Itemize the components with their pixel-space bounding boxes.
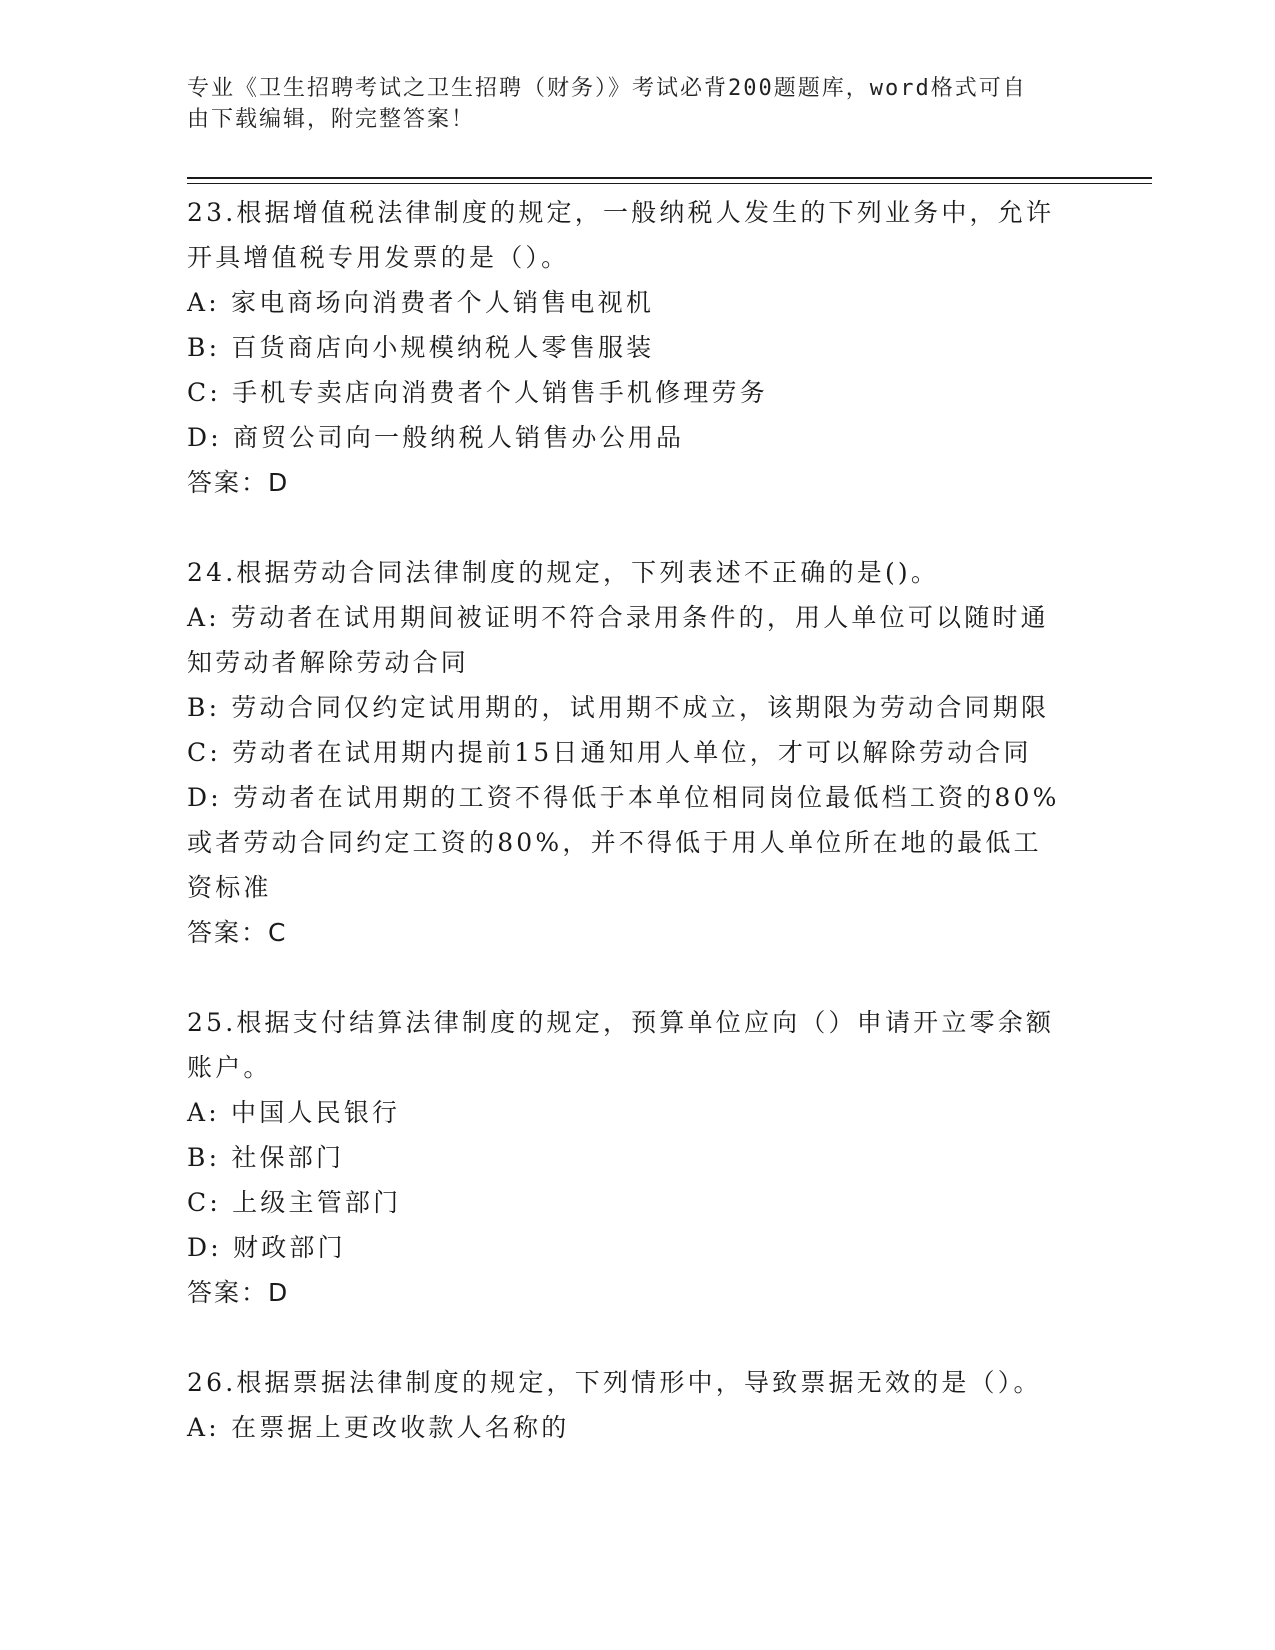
question-24 — [187, 550, 1087, 955]
option-d-continued: 资标准 — [187, 873, 272, 902]
header-divider-thick — [187, 177, 1152, 179]
question-text-line: 账户。 — [187, 1053, 272, 1082]
option-b: B: 劳动合同仅约定试用期的，试用期不成立，该期限为劳动合同期限 — [187, 693, 1050, 722]
option-c: C: 上级主管部门 — [187, 1188, 402, 1217]
document-header — [187, 73, 1067, 135]
answer-label: 答案：D — [187, 468, 290, 497]
header-line-2: 由下载编辑，附完整答案！ — [187, 107, 476, 132]
question-text-line: 开具增值税专用发票的是（）。 — [187, 243, 570, 272]
option-b: B: 社保部门 — [187, 1143, 345, 1172]
option-a: A: 中国人民银行 — [187, 1098, 401, 1127]
header-line-1: 专业《卫生招聘考试之卫生招聘（财务）》考试必背200题题库，word格式可自 — [187, 76, 1027, 101]
question-text-line: 25.根据支付结算法律制度的规定，预算单位应向（）申请开立零余额 — [187, 1008, 1055, 1037]
header-divider-thin — [187, 183, 1152, 184]
option-b: B: 百货商店向小规模纳税人零售服装 — [187, 333, 655, 362]
question-23 — [187, 190, 1087, 505]
option-c: C: 手机专卖店向消费者个人销售手机修理劳务 — [187, 378, 768, 407]
option-a-continued: 知劳动者解除劳动合同 — [187, 648, 470, 677]
question-text-line: 26.根据票据法律制度的规定，下列情形中，导致票据无效的是（）。 — [187, 1368, 1042, 1397]
option-a: A: 在票据上更改收款人名称的 — [187, 1413, 570, 1442]
question-list — [187, 190, 1087, 1495]
option-d: D: 商贸公司向一般纳税人销售办公用品 — [187, 423, 685, 452]
question-26 — [187, 1360, 1087, 1450]
option-d-continued: 或者劳动合同约定工资的80%，并不得低于用人单位所在地的最低工 — [187, 828, 1042, 857]
option-a: A: 家电商场向消费者个人销售电视机 — [187, 288, 655, 317]
option-c: C: 劳动者在试用期内提前15日通知用人单位，才可以解除劳动合同 — [187, 738, 1032, 767]
question-text-line: 24.根据劳动合同法律制度的规定，下列表述不正确的是()。 — [187, 558, 940, 587]
option-d: D: 劳动者在试用期的工资不得低于本单位相同岗位最低档工资的80% — [187, 783, 1060, 812]
question-25 — [187, 1000, 1087, 1315]
option-d: D: 财政部门 — [187, 1233, 346, 1262]
option-a: A: 劳动者在试用期间被证明不符合录用条件的，用人单位可以随时通 — [187, 603, 1049, 632]
question-text-line: 23.根据增值税法律制度的规定，一般纳税人发生的下列业务中，允许 — [187, 198, 1055, 227]
answer-label: 答案：C — [187, 918, 288, 947]
answer-label: 答案：D — [187, 1278, 290, 1307]
